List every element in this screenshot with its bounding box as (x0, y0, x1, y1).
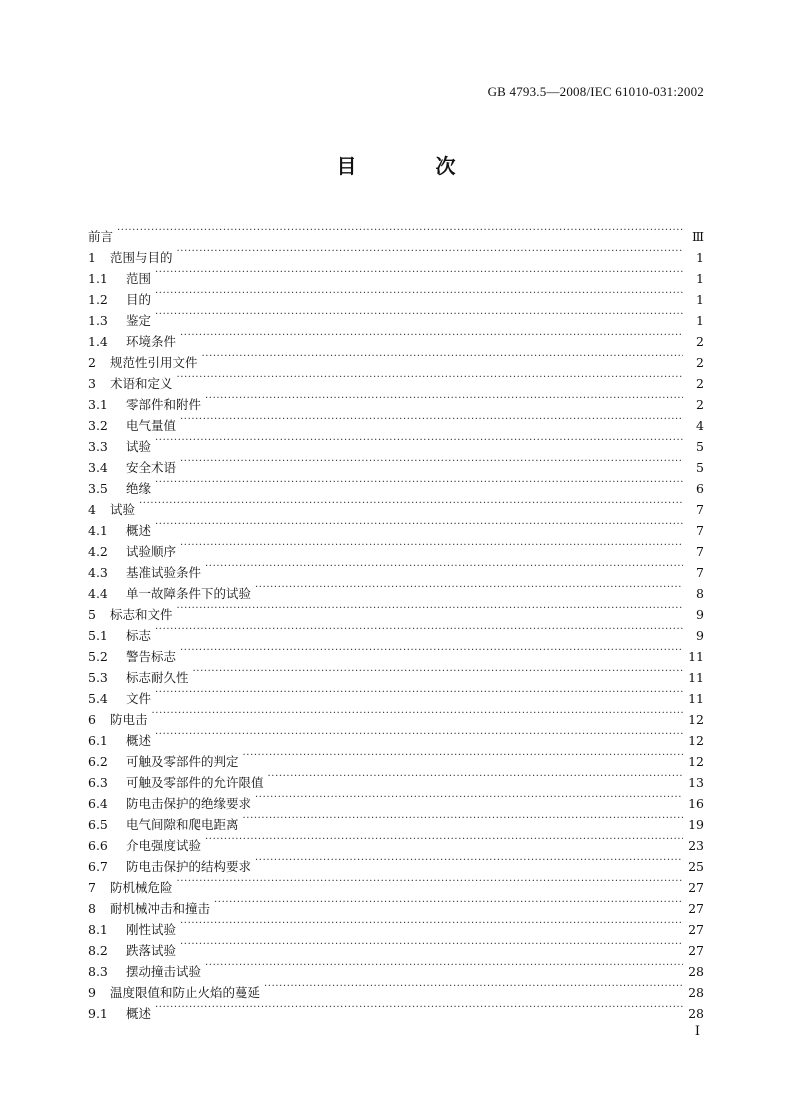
dot-leader (202, 346, 683, 367)
dot-leader (155, 724, 683, 745)
toc-entry-label: 防电击 (110, 712, 148, 727)
dot-leader (205, 829, 683, 850)
toc-entry-label: 目的 (126, 292, 152, 307)
toc-entry-page: 12 (688, 754, 704, 769)
toc-entry[interactable] (88, 640, 704, 664)
toc-entry[interactable] (88, 304, 704, 328)
toc-entry-label: 跌落试验 (126, 943, 177, 958)
toc-entry-page: 28 (688, 964, 704, 979)
dot-leader (155, 430, 683, 451)
toc-entry[interactable] (88, 619, 704, 643)
toc-entry-page: 7 (696, 565, 704, 580)
toc-entry-number: 6 (88, 712, 96, 727)
toc-entry-number: 8 (88, 901, 96, 916)
toc-entry-label: 防机械危险 (110, 880, 173, 895)
dot-leader (180, 640, 683, 661)
toc-entry-number: 6.3 (88, 775, 108, 790)
dot-leader (205, 388, 683, 409)
toc-entry-label: 范围 (126, 271, 152, 286)
toc-entry-number: 6.1 (88, 733, 108, 748)
toc-entry-number: 6.4 (88, 796, 108, 811)
toc-entry-label: 介电强度试验 (126, 838, 202, 853)
toc-entry-page: 19 (688, 817, 704, 832)
toc-entry[interactable] (88, 682, 704, 706)
toc-entry-page: 27 (688, 943, 704, 958)
toc-entry-label: 零部件和附件 (126, 397, 202, 412)
toc-entry[interactable] (88, 283, 704, 307)
toc-entry-label: 术语和定义 (110, 376, 173, 391)
toc-entry-page: 2 (696, 355, 704, 370)
toc-entry-page: 2 (696, 376, 704, 391)
toc-entry-number: 3.2 (88, 418, 108, 433)
toc-entry-number: 4 (88, 502, 96, 517)
toc-entry[interactable] (88, 745, 704, 769)
toc-entry-label: 鉴定 (126, 313, 152, 328)
dot-leader (205, 556, 683, 577)
toc-entry-number: 1.4 (88, 334, 108, 349)
table-of-contents (88, 220, 704, 1021)
toc-entry[interactable] (88, 241, 704, 265)
dot-leader (177, 598, 683, 619)
toc-entry-label: 环境条件 (126, 334, 177, 349)
dot-leader (152, 703, 683, 724)
toc-entry-page: 1 (696, 313, 704, 328)
toc-entry-label: 可触及零部件的允许限值 (126, 775, 264, 790)
standard-number: GB 4793.5—2008/IEC 61010-031:2002 (487, 84, 704, 99)
dot-leader (117, 220, 683, 241)
toc-entry-label: 刚性试验 (126, 922, 177, 937)
toc-entry-page: 4 (696, 418, 704, 433)
dot-leader (155, 997, 683, 1018)
toc-entry[interactable] (88, 535, 704, 559)
toc-entry-number: 8.1 (88, 922, 108, 937)
toc-entry-label: 文件 (126, 691, 152, 706)
dot-leader (155, 304, 683, 325)
toc-entry-number: 2 (88, 355, 96, 370)
dot-leader (180, 325, 683, 346)
toc-entry-number: 8.3 (88, 964, 108, 979)
toc-entry-number: 8.2 (88, 943, 108, 958)
toc-entry-label: 电气量值 (126, 418, 177, 433)
toc-entry-page: 2 (696, 334, 704, 349)
toc-entry[interactable] (88, 325, 704, 349)
toc-entry[interactable] (88, 892, 704, 916)
toc-entry-number: 5.2 (88, 649, 108, 664)
toc-entry-label: 概述 (126, 523, 152, 538)
dot-leader (255, 787, 683, 808)
toc-entry-number: 1 (88, 250, 96, 265)
page-title: 目 次 (336, 154, 492, 178)
toc-entry-number: 5 (88, 607, 96, 622)
toc-entry-label: 防电击保护的绝缘要求 (126, 796, 252, 811)
toc-entry-number: 5.1 (88, 628, 108, 643)
toc-entry-page: 27 (688, 880, 704, 895)
toc-entry-page: 11 (688, 649, 704, 664)
toc-entry-page: 12 (688, 712, 704, 727)
dot-leader (268, 766, 683, 787)
toc-entry-number: 3.5 (88, 481, 108, 496)
toc-entry-page: 1 (696, 271, 704, 286)
toc-entry[interactable] (88, 514, 704, 538)
toc-entry-label: 试验 (126, 439, 152, 454)
dot-leader (155, 262, 683, 283)
toc-entry-page: 25 (688, 859, 704, 874)
dot-leader (177, 871, 683, 892)
toc-entry[interactable] (88, 556, 704, 580)
toc-entry-label: 单一故障条件下的试验 (126, 586, 252, 601)
toc-entry[interactable] (88, 703, 704, 727)
dot-leader (155, 619, 683, 640)
toc-entry-number: 3.1 (88, 397, 108, 412)
dot-leader (264, 976, 683, 997)
toc-entry[interactable] (88, 598, 704, 622)
toc-entry[interactable] (88, 724, 704, 748)
dot-leader (255, 577, 683, 598)
dot-leader (180, 409, 683, 430)
toc-entry-page: 9 (696, 628, 704, 643)
toc-entry-label: 可触及零部件的判定 (126, 754, 239, 769)
toc-entry-page: 9 (696, 607, 704, 622)
toc-entry-page: 1 (696, 250, 704, 265)
toc-entry-number: 4.3 (88, 565, 108, 580)
dot-leader (180, 451, 683, 472)
dot-leader (155, 682, 683, 703)
toc-entry-label: 电气间隙和爬电距离 (126, 817, 239, 832)
dot-leader (180, 913, 683, 934)
dot-leader (193, 661, 683, 682)
toc-entry[interactable] (88, 934, 704, 958)
toc-entry[interactable] (88, 430, 704, 454)
toc-entry-number: 6.2 (88, 754, 108, 769)
toc-entry-label: 安全术语 (126, 460, 177, 475)
toc-entry-page: 2 (696, 397, 704, 412)
standard-header (488, 84, 704, 100)
toc-entry-number: 3.3 (88, 439, 108, 454)
toc-entry[interactable] (88, 661, 704, 685)
toc-entry-page: 8 (696, 586, 704, 601)
toc-entry-label: 基准试验条件 (126, 565, 202, 580)
toc-entry-page: 16 (688, 796, 704, 811)
toc-entry-label: 范围与目的 (110, 250, 173, 265)
toc-entry-number: 5.4 (88, 691, 108, 706)
dot-leader (205, 955, 683, 976)
toc-entry[interactable] (88, 220, 704, 244)
toc-entry-number: 1.1 (88, 271, 108, 286)
dot-leader (155, 283, 683, 304)
dot-leader (155, 472, 683, 493)
toc-entry[interactable] (88, 472, 704, 496)
toc-entry-number: 4.4 (88, 586, 108, 601)
toc-entry-page: 27 (688, 922, 704, 937)
dot-leader (177, 367, 683, 388)
dot-leader (180, 934, 683, 955)
page-number: I (694, 1024, 700, 1039)
toc-entry-number: 3 (88, 376, 96, 391)
toc-entry-number: 4.2 (88, 544, 108, 559)
toc-entry-number: 5.3 (88, 670, 108, 685)
toc-entry-label: 防电击保护的结构要求 (126, 859, 252, 874)
toc-entry[interactable] (88, 997, 704, 1021)
toc-entry-label: 概述 (126, 1006, 152, 1021)
dot-leader (139, 493, 683, 514)
toc-entry-page: 11 (688, 670, 704, 685)
toc-entry-label: 概述 (126, 733, 152, 748)
toc-entry-number: 6.5 (88, 817, 108, 832)
toc-entry-page: 5 (696, 460, 704, 475)
toc-entry-label: 温度限值和防止火焰的蔓延 (110, 985, 261, 1000)
dot-leader (177, 241, 683, 262)
toc-entry-label: 前言 (88, 229, 114, 244)
toc-entry-label: 标志和文件 (110, 607, 173, 622)
toc-entry-label: 耐机械冲击和撞击 (110, 901, 211, 916)
toc-entry-page: 28 (688, 1006, 704, 1021)
dot-leader (243, 808, 683, 829)
toc-entry-page: 6 (696, 481, 704, 496)
toc-entry-number: 4.1 (88, 523, 108, 538)
toc-entry[interactable] (88, 871, 704, 895)
toc-entry-label: 标志耐久性 (126, 670, 189, 685)
dot-leader (255, 850, 683, 871)
toc-entry-page: 5 (696, 439, 704, 454)
toc-entry[interactable] (88, 493, 704, 517)
toc-entry-label: 试验顺序 (126, 544, 177, 559)
toc-entry-number: 6.6 (88, 838, 108, 853)
dot-leader (155, 514, 683, 535)
toc-entry-page: 12 (688, 733, 704, 748)
toc-entry-number: 1.3 (88, 313, 108, 328)
dot-leader (214, 892, 683, 913)
toc-entry-number: 6.7 (88, 859, 108, 874)
toc-entry-page: 7 (696, 523, 704, 538)
toc-entry[interactable] (88, 451, 704, 475)
toc-entry[interactable] (88, 262, 704, 286)
toc-entry-label: 标志 (126, 628, 152, 643)
toc-entry[interactable] (88, 913, 704, 937)
toc-entry[interactable] (88, 367, 704, 391)
toc-entry-page: 27 (688, 901, 704, 916)
toc-entry-number: 3.4 (88, 460, 108, 475)
toc-entry-number: 1.2 (88, 292, 108, 307)
toc-entry-number: 7 (88, 880, 96, 895)
dot-leader (243, 745, 683, 766)
dot-leader (180, 535, 683, 556)
toc-entry-label: 绝缘 (126, 481, 152, 496)
toc-entry-page: 13 (688, 775, 704, 790)
toc-entry-number: 9 (88, 985, 96, 1000)
toc-entry-page: 7 (696, 544, 704, 559)
toc-entry-page: 23 (688, 838, 704, 853)
toc-entry-label: 摆动撞击试验 (126, 964, 202, 979)
toc-entry-label: 规范性引用文件 (110, 355, 198, 370)
toc-entry-page: 1 (696, 292, 704, 307)
toc-entry-page: Ⅲ (691, 229, 704, 244)
toc-entry-page: 11 (688, 691, 704, 706)
toc-entry[interactable] (88, 346, 704, 370)
toc-entry-number: 9.1 (88, 1006, 108, 1021)
toc-entry[interactable] (88, 955, 704, 979)
toc-entry-page: 7 (696, 502, 704, 517)
toc-entry-page: 28 (688, 985, 704, 1000)
toc-entry[interactable] (88, 388, 704, 412)
toc-entry-label: 试验 (110, 502, 136, 517)
toc-entry-label: 警告标志 (126, 649, 177, 664)
toc-entry[interactable] (88, 409, 704, 433)
